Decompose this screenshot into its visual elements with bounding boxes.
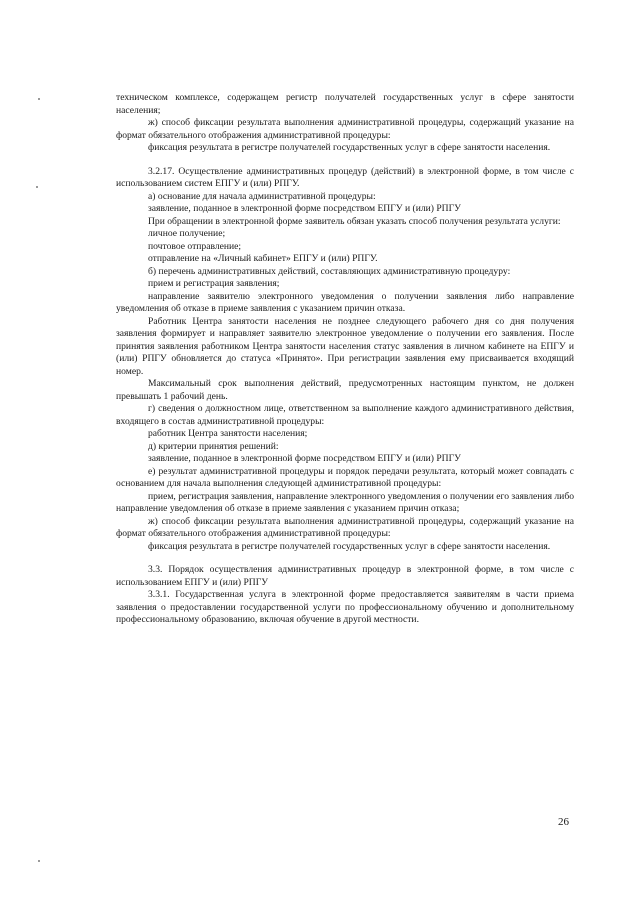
paragraph: работник Центра занятости населения; (148, 428, 308, 439)
paragraph: Максимальный срок выполнения действий, предусмотренных настоящим пунктом, не должен превышать 1 рабочий день. (116, 378, 574, 402)
paragraph: ж) способ фиксации результата выполнения административной процедуры, содержащий указание на формат обязательного отображения административной процедуры: (116, 515, 574, 539)
section-gap (116, 155, 574, 166)
paragraph: б) перечень административных действий, составляющих административную процедуру: (148, 265, 511, 277)
paragraph: 3.3. Порядок осуществления административных процедур в электронной форме, в том числе с использованием ЕПГУ и (или) РПГУ (116, 564, 574, 588)
paragraph: г) сведения о должностном лице, ответственном за выполнение каждого административного действия, входящего в состав административной процедуры: (116, 403, 574, 427)
paragraph: заявление, поданное в электронной форме посредством ЕПГУ и (или) РПГУ (148, 203, 461, 214)
paragraph: а) основание для начала административной процедуры: (148, 190, 376, 202)
paragraph: техническом комплексе, содержащем регистр получателей государственных услуг в сфере занятости населения; (116, 92, 574, 116)
paragraph: прием, регистрация заявления, направление электронного уведомления о получении его заявления либо направление уведомления об отказе в приеме заявления с указанием причин отказа; (116, 490, 574, 514)
paragraph: 3.2.17. Осуществление административных процедур (действий) в электронной форме, в том числе с использованием систем ЕПГУ и (или) РПГУ. (116, 165, 574, 189)
paragraph: отправление на «Личный кабинет» ЕПГУ и (или) РПГУ. (148, 253, 378, 264)
paragraph: фиксация результата в регистре получателей государственных услуг в сфере занятости населения. (148, 142, 551, 153)
section-gap (116, 553, 574, 564)
paragraph: ж) способ фиксации результата выполнения административной процедуры, содержащий указание на формат обязательного отображения административной процедуры: (116, 117, 574, 141)
scan-mark (38, 860, 40, 862)
document-body (116, 92, 574, 627)
paragraph: д) критерии принятия решений: (148, 440, 279, 452)
paragraph: Работник Центра занятости населения не позднее следующего рабочего дня со дня получения заявления формирует и направляет заявителю электронное уведомление о получении его заявления. После принятия заявления работником Центра занятости населения статус заявления в личном кабинете на ЕПГУ и (или) РПГУ обновляется до статуса «Принято». При регистрации заявления ему присваивается входящий номер. (116, 315, 574, 377)
paragraph: При обращении в электронной форме заявитель обязан указать способ получения результата услуги: (148, 215, 561, 227)
paragraph: почтовое отправление; (148, 240, 242, 252)
scan-mark (36, 186, 38, 188)
paragraph: прием и регистрация заявления; (148, 278, 280, 289)
page-number: 26 (558, 816, 569, 828)
paragraph: направление заявителю электронного уведомления о получении заявления либо направление уведомления об отказе в приеме заявления с указанием причин отказа. (116, 290, 574, 314)
paragraph: фиксация результата в регистре получателей государственных услуг в сфере занятости населения. (148, 540, 551, 552)
paragraph: е) результат административной процедуры и порядок передачи результата, который может совпадать с основанием для начала выполнения следующей административной процедуры: (116, 465, 574, 489)
paragraph: заявление, поданное в электронной форме посредством ЕПГУ и (или) РПГУ (148, 453, 461, 464)
scan-mark (38, 98, 40, 100)
paragraph: личное получение; (148, 228, 226, 239)
paragraph: 3.3.1. Государственная услуга в электронной форме предоставляется заявителям в части приема заявления о предоставлении государственной услуги по профессиональному обучению и дополнительному профессиональному образованию, включая обучение в другой местности. (116, 589, 574, 625)
